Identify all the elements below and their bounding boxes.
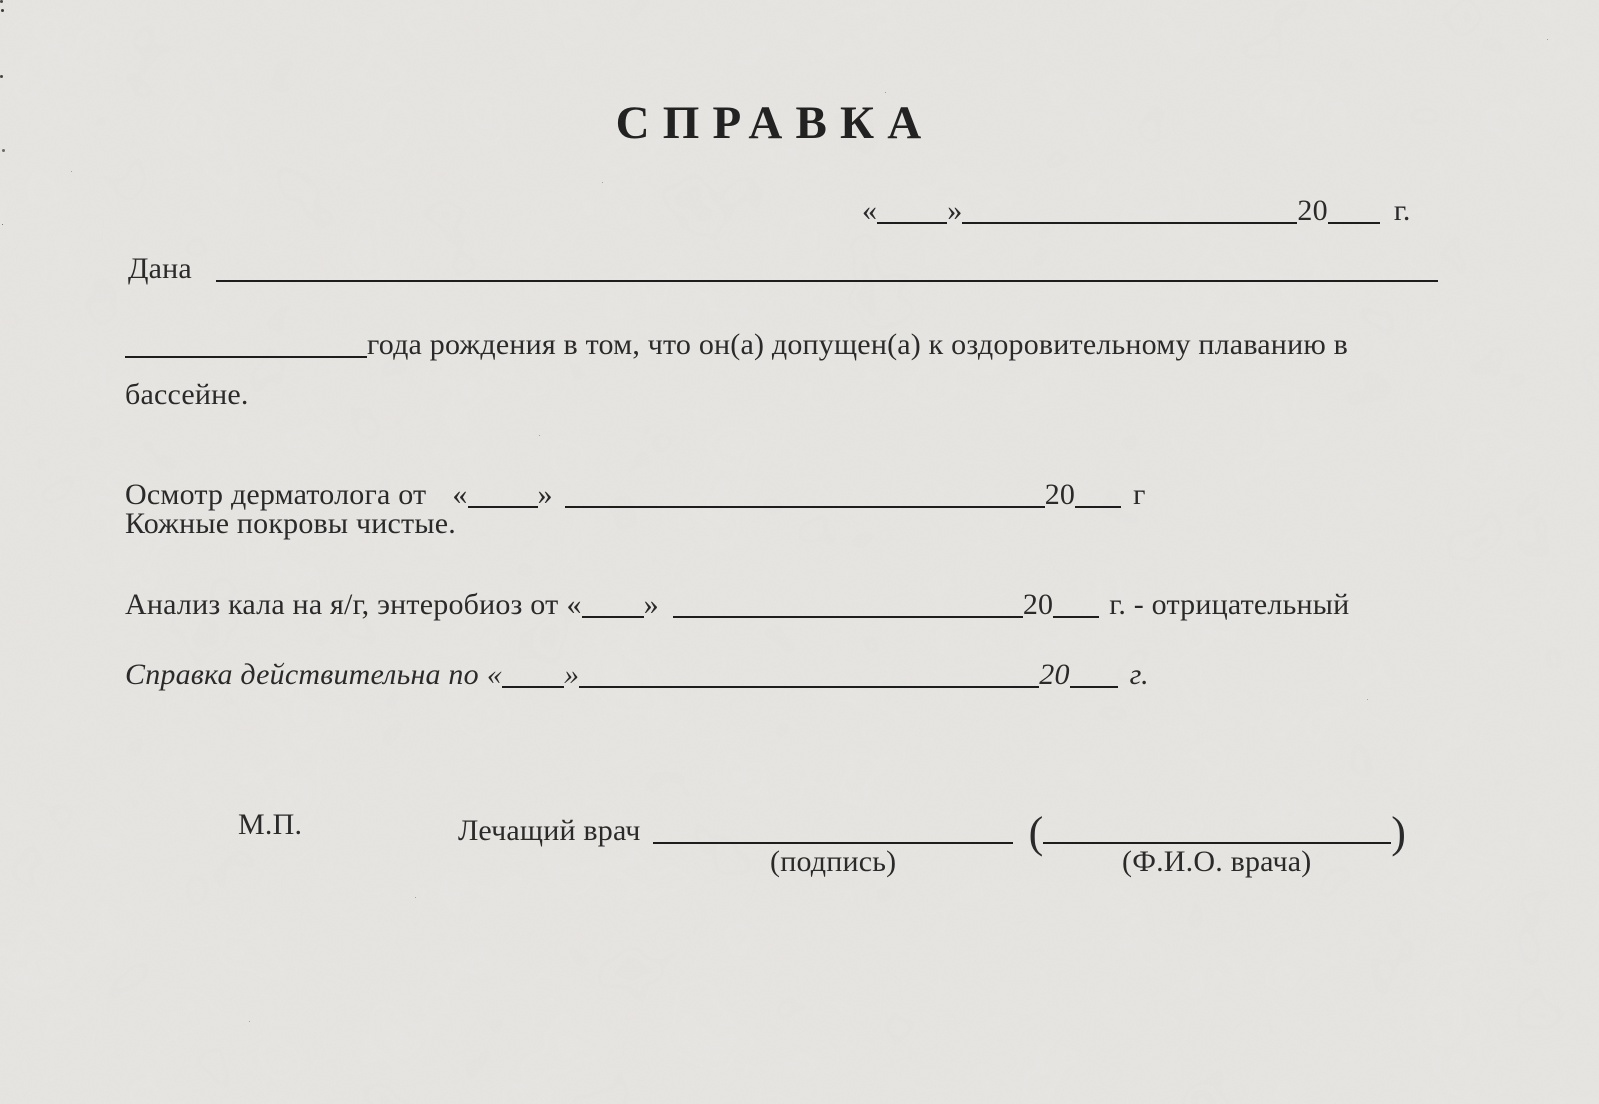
year-suffix: г. <box>1129 658 1149 691</box>
skin-line: Кожные покровы чистые. <box>125 507 456 540</box>
year-prefix: 20 <box>1297 194 1328 227</box>
doctor-label: Лечащий врач <box>458 814 641 847</box>
year-blank <box>1328 192 1380 224</box>
close-quote: » <box>947 194 963 227</box>
close-quote: » <box>537 478 553 511</box>
day-blank <box>502 656 564 688</box>
open-paren: ( <box>1028 808 1044 857</box>
validity-line <box>125 652 1149 693</box>
day-blank <box>582 586 644 618</box>
open-quote: « <box>486 658 503 691</box>
year-blank <box>1070 656 1118 688</box>
month-blank <box>962 192 1297 224</box>
month-blank <box>579 656 1039 688</box>
year-prefix: 20 <box>1022 588 1054 621</box>
close-quote: » <box>564 658 580 691</box>
name-blank <box>216 250 1438 282</box>
year-suffix: г <box>1133 478 1146 511</box>
doctor-name-caption: (Ф.И.О. врача) <box>1122 845 1312 878</box>
scan-specks <box>0 0 3 3</box>
year-suffix: г. <box>1393 194 1411 227</box>
analysis-result: г. - отрицательный <box>1109 588 1350 621</box>
month-blank <box>565 476 1045 508</box>
year-blank <box>1053 586 1099 618</box>
month-blank <box>673 586 1023 618</box>
issued-to-line <box>128 246 1438 287</box>
validity-label: Справка действительна по <box>125 658 479 691</box>
year-prefix: 20 <box>1039 658 1070 691</box>
signature-caption: (подпись) <box>770 845 897 878</box>
signature-blank <box>653 812 1013 844</box>
day-blank <box>877 192 947 224</box>
open-quote: « <box>452 478 468 511</box>
issue-date-line <box>862 188 1411 229</box>
analysis-label: Анализ кала на я/г, энтеробиоз от <box>125 588 559 621</box>
birth-year-line <box>125 322 1348 363</box>
birth-year-blank <box>125 326 367 358</box>
birth-line-text: года рождения в том, что он(а) допущен(а) к оздоровительному плаванию в <box>367 328 1348 361</box>
analysis-line <box>125 582 1349 623</box>
day-blank <box>468 476 538 508</box>
dermatologist-label: Осмотр дерматолога от <box>125 478 427 511</box>
open-quote: « <box>862 194 878 227</box>
document-title: СПРАВКА <box>615 97 935 149</box>
close-paren: ) <box>1391 808 1406 857</box>
open-quote: « <box>566 588 582 621</box>
doctor-name-blank <box>1043 812 1391 844</box>
issued-to-label: Дана <box>128 252 192 285</box>
year-blank <box>1075 476 1121 508</box>
year-prefix: 20 <box>1044 478 1076 511</box>
pool-line: бассейне. <box>125 378 249 411</box>
close-quote: » <box>643 588 659 621</box>
stamp-placeholder: М.П. <box>238 808 303 841</box>
